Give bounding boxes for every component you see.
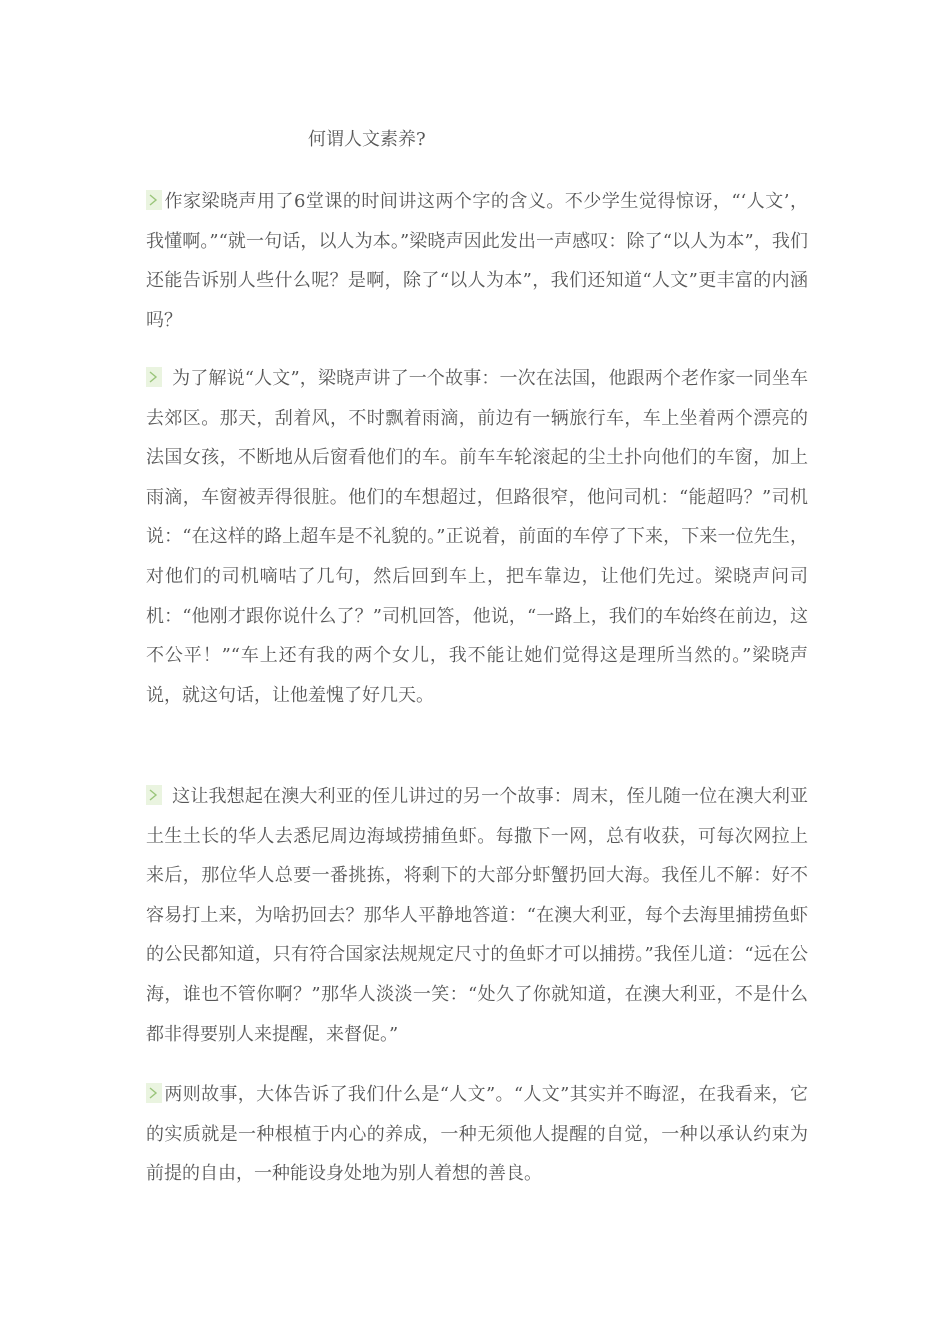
paragraph-text: 两则故事，大体告诉了我们什么是“人文”。“人文”其实并不晦涩，在我看来，它的实质就是一种根植于内心的养成，一种无须他人提醒的自觉，一种以承认约束为前提的自由，一种能设身处地为别人着想的善良。 [146,1084,808,1185]
paragraph-3 [146,777,808,1054]
paragraph-1 [146,182,808,340]
paragraph-text: 这让我想起在澳大利亚的侄儿讲过的另一个故事：周末，侄儿随一位在澳大利亚土生土长的华人去悉尼周边海域捞捕鱼虾。每撒下一网，总有收获，可每次网拉上来后，那位华人总要一番挑拣，将剩下的大部分虾蟹扔回大海。我侄儿不解：好不容易打上来，为啥扔回去？那华人平静地答道：“在澳大利亚，每个去海里捕捞鱼虾的公民都知道，只有符合国家法规规定尺寸的鱼虾才可以捕捞。”我侄儿道：“远在公海，谁也不管你啊？”那华人淡淡一笑：“处久了你就知道，在澳大利亚，不是什么都非得要别人来提醒，来督促。” [146,786,808,1045]
document-title: 何谓人文素养? [308,129,426,150]
paragraph-text: 为了解说“人文”，梁晓声讲了一个故事：一次在法国，他跟两个老作家一同坐车去郊区。那天，刮着风，不时飘着雨滴，前边有一辆旅行车，车上坐着两个漂亮的法国女孩，不断地从后窗看他们的车。前车车轮滚起的尘土扑向他们的车窗，加上雨滴，车窗被弄得很脏。他们的车想超过，但路很窄，他问司机：“能超吗？”司机说：“在这样的路上超车是不礼貌的。”正说着，前面的车停了下来，下来一位先生，对他们的司机嘀咕了几句，然后回到车上，把车靠边，让他们先过。梁晓声问司机：“他刚才跟你说什么了？”司机回答，他说，“一路上，我们的车始终在前边，这不公平！”“车上还有我的两个女儿，我不能让她们觉得这是理所当然的。”梁晓声说，就这句话，让他羞愧了好几天。 [146,368,808,706]
paragraph-text: 作家梁晓声用了6堂课的时间讲这两个字的含义。不少学生觉得惊讶，“‘人文’，我懂啊。”“就一句话，以人为本。”梁晓声因此发出一声感叹：除了“以人为本”，我们还能告诉别人些什么呢？是啊，除了“以人为本”，我们还知道“人文”更丰富的内涵吗？ [146,191,808,331]
paragraph-4 [146,1075,808,1194]
chevron-right-icon [146,1083,162,1103]
paragraph-2 [146,359,808,715]
chevron-right-icon [146,367,162,387]
chevron-right-icon [146,785,162,805]
chevron-right-icon [146,190,162,210]
